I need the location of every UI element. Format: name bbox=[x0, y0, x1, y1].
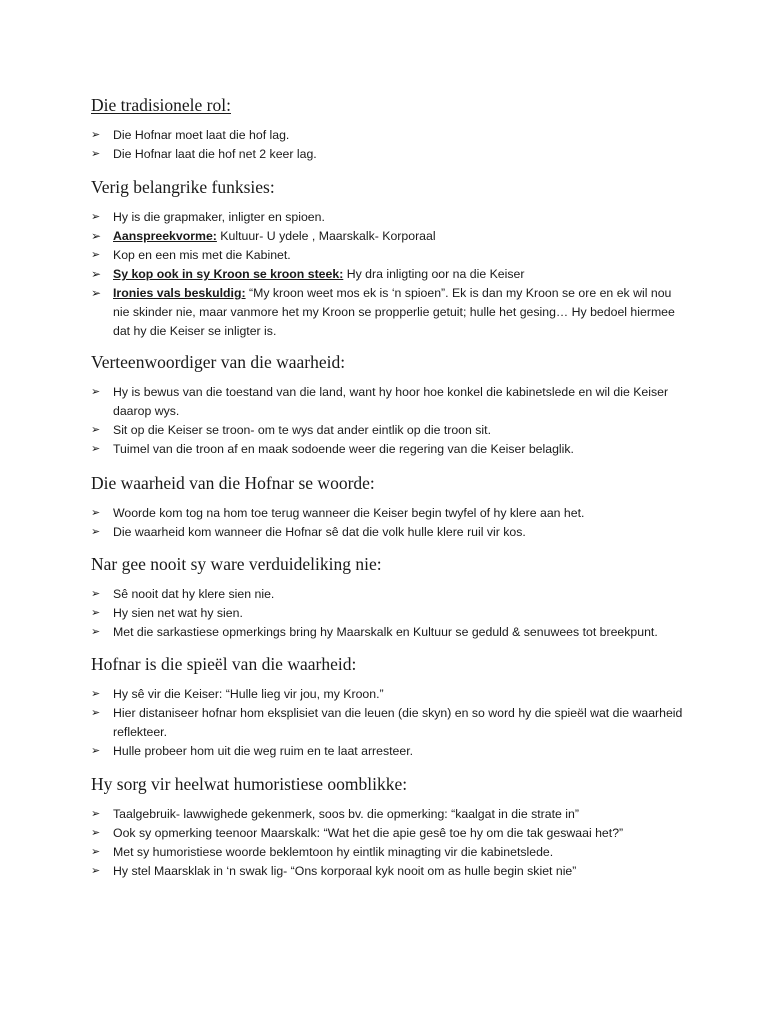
section-representative-of-truth bbox=[0, 351, 768, 459]
bullet-list bbox=[0, 126, 768, 164]
list-item: ➢ Sê nooit dat hy klere sien nie. bbox=[0, 585, 768, 604]
arrow-bullet-icon: ➢ bbox=[91, 808, 101, 820]
list-item: ➢ Met die sarkastiese opmerkings bring hy Maarskalk en Kultuur se geduld & senuwees tot breekpunt. bbox=[0, 623, 768, 642]
list-item: ➢ Hulle probeer hom uit die weg ruim en te laat arresteer. bbox=[0, 742, 768, 761]
arrow-bullet-icon: ➢ bbox=[91, 707, 101, 719]
list-item: ➢ Die Hofnar laat die hof net 2 keer lag. bbox=[0, 145, 768, 164]
list-item: ➢ Hy sien net wat hy sien. bbox=[0, 604, 768, 623]
arrow-bullet-icon: ➢ bbox=[91, 424, 101, 436]
item-label: Aanspreekvorme: bbox=[113, 229, 217, 243]
section-mirror-of-truth bbox=[0, 653, 768, 761]
list-item: ➢ Woorde kom tog na hom toe terug wanneer die Keiser begin twyfel of hy klere aan het. bbox=[0, 504, 768, 523]
arrow-bullet-icon: ➢ bbox=[91, 286, 102, 300]
arrow-bullet-icon: ➢ bbox=[91, 688, 101, 700]
list-item: ➢ Hy is die grapmaker, inligter en spioen. bbox=[0, 208, 768, 227]
section-traditional-role bbox=[0, 94, 768, 164]
list-item: ➢ Hy sê vir die Keiser: “Hulle lieg vir jou, my Kroon.” bbox=[0, 685, 768, 704]
arrow-bullet-icon: ➢ bbox=[91, 267, 102, 281]
section-humorous-moments bbox=[0, 773, 768, 881]
bullet-list bbox=[0, 805, 768, 881]
arrow-bullet-icon: ➢ bbox=[91, 607, 101, 619]
list-item: ➢ Hy stel Maarsklak in ‘n swak lig- “Ons korporaal kyk nooit om as hulle begin skiet nie” bbox=[0, 862, 768, 881]
list-item: ➢ Sit op die Keiser se troon- om te wys dat ander eintlik op die troon sit. bbox=[0, 421, 768, 440]
item-label: Sy kop ook in sy Kroon se kroon steek: bbox=[113, 267, 344, 281]
bullet-list bbox=[0, 208, 768, 341]
list-item: ➢ Hier distaniseer hofnar hom eksplisiet van die leuen (die skyn) en so word hy die spieël wat die waarheid reflekteer. bbox=[91, 706, 683, 739]
section-heading: Verteenwoordiger van die waarheid: bbox=[91, 352, 346, 372]
section-heading: Verig belangrike funksies: bbox=[91, 177, 275, 197]
list-item: ➢ Met sy humoristiese woorde beklemtoon hy eintlik minagting vir die kabinetslede. bbox=[0, 843, 768, 862]
arrow-bullet-icon: ➢ bbox=[91, 526, 101, 538]
list-item: ➢ Sy kop ook in sy Kroon se kroon steek: Hy dra inligting oor na die Keiser bbox=[0, 265, 768, 284]
section-heading: Die tradisionele rol: bbox=[91, 95, 231, 115]
arrow-bullet-icon: ➢ bbox=[91, 626, 101, 638]
list-item: ➢ Die waarheid kom wanneer die Hofnar sê dat die volk hulle klere ruil vir kos. bbox=[0, 523, 768, 542]
arrow-bullet-icon: ➢ bbox=[91, 443, 101, 455]
arrow-bullet-icon: ➢ bbox=[91, 249, 101, 261]
arrow-bullet-icon: ➢ bbox=[91, 229, 102, 243]
arrow-bullet-icon: ➢ bbox=[91, 865, 101, 877]
section-never-explains bbox=[0, 553, 768, 642]
section-heading: Hy sorg vir heelwat humoristiese oomblikke: bbox=[91, 774, 408, 794]
bullet-list bbox=[0, 585, 768, 642]
section-other-functions bbox=[0, 176, 768, 341]
arrow-bullet-icon: ➢ bbox=[91, 386, 101, 398]
list-item: ➢ Die Hofnar moet laat die hof lag. bbox=[0, 126, 768, 145]
section-heading: Nar gee nooit sy ware verduideliking nie: bbox=[91, 554, 382, 574]
arrow-bullet-icon: ➢ bbox=[91, 211, 101, 223]
arrow-bullet-icon: ➢ bbox=[91, 846, 101, 858]
list-item: ➢ Ironies vals beskuldig: “My kroon weet mos ek is ‘n spioen”. Ek is dan my Kroon se ore en ek wil nou nie skinder nie, maar vanmore het my Kroon se propperlie getuit; hulle het gesing… Hy bedoel hiermee dat hy die Keiser se inligter is. bbox=[91, 286, 675, 338]
arrow-bullet-icon: ➢ bbox=[91, 745, 101, 757]
section-heading: Hofnar is die spieël van die waarheid: bbox=[91, 654, 357, 674]
arrow-bullet-icon: ➢ bbox=[91, 827, 101, 839]
section-heading: Die waarheid van die Hofnar se woorde: bbox=[91, 473, 375, 493]
list-item: ➢ Taalgebruik- lawwighede gekenmerk, soos bv. die opmerking: “kaalgat in die strate in” bbox=[0, 805, 768, 824]
arrow-bullet-icon: ➢ bbox=[91, 148, 101, 160]
list-item: ➢ Tuimel van die troon af en maak sodoende weer die regering van die Keiser belaglik. bbox=[0, 440, 768, 459]
bullet-list bbox=[0, 504, 768, 542]
list-item: ➢ Hy is bewus van die toestand van die land, want hy hoor hoe konkel die kabinetslede en wil die Keiser daarop wys. bbox=[91, 385, 669, 418]
list-item: ➢ Aanspreekvorme: Kultuur- U ydele , Maarskalk- Korporaal bbox=[0, 227, 768, 246]
arrow-bullet-icon: ➢ bbox=[91, 129, 101, 141]
list-item: ➢ Kop en een mis met die Kabinet. bbox=[0, 246, 768, 265]
bullet-list bbox=[0, 383, 768, 459]
bullet-list bbox=[0, 685, 768, 761]
arrow-bullet-icon: ➢ bbox=[91, 588, 101, 600]
arrow-bullet-icon: ➢ bbox=[91, 507, 101, 519]
list-item: ➢ Ook sy opmerking teenoor Maarskalk: “Wat het die apie gesê toe hy om die tak geswaai het?” bbox=[0, 824, 768, 843]
section-truth-of-words bbox=[0, 472, 768, 542]
item-label: Ironies vals beskuldig: bbox=[113, 286, 246, 300]
